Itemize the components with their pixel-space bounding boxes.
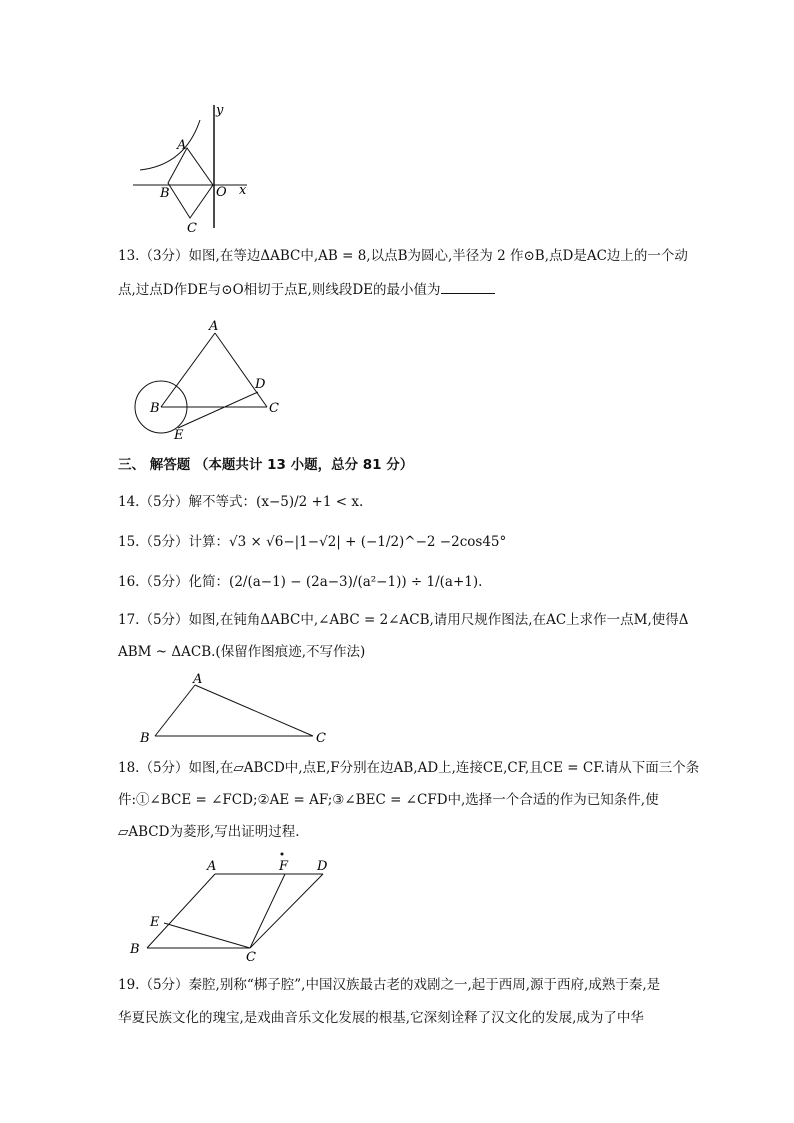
q18-line2: 件:①∠BCE = ∠FCD;②AE = AF;③∠BEC = ∠CFD中,选择一个合适的作为已知条件,使 [118, 792, 659, 808]
q13-line2 [118, 280, 495, 300]
q15: 15.（5分）计算：√3 × √6−|1−√2| + (−1/2)^−2 −2cos45° [118, 534, 507, 550]
q17-line1: 17.（5分）如图,在钝角ΔABC中,∠ABC = 2∠ACB,请用尺规作图法,在AC上求作一点M,使得Δ [118, 612, 689, 628]
q19-line2: 华夏民族文化的瑰宝,是戏曲音乐文化发展的根基,它深刻诠释了汉文化的发展,成为了中华 [118, 1010, 644, 1026]
label-D: D [317, 859, 328, 874]
label-y: y [216, 103, 224, 118]
q16: 16.（5分）化简：(2/(a−1) − (2a−3)/(a²−1)) ÷ 1/(a+1). [118, 574, 483, 590]
label-B: B [130, 942, 140, 957]
figure-q12 [125, 100, 255, 240]
label-O: O [216, 185, 227, 200]
label-F: F [279, 859, 289, 874]
label-A: A [207, 859, 217, 874]
label-B: B [150, 401, 160, 416]
label-B: B [140, 731, 150, 746]
label-C: C [269, 401, 279, 416]
figure-q17 [135, 670, 335, 750]
q13-line1: 13.（3分）如图,在等边ΔABC中,AB = 8,以点B为圆心,半径为 2 作⊙B,点D是AC边上的一个动 [118, 248, 688, 264]
label-E: E [174, 428, 184, 443]
q13-line2-text: 点,过点D作DE与⊙O相切于点E,则线段DE的最小值为 [118, 282, 441, 298]
q14: 14.（5分）解不等式：(x−5)/2 +1 < x. [118, 494, 364, 510]
figure-q18 [125, 848, 345, 963]
label-E: E [150, 915, 160, 930]
label-A: A [177, 138, 187, 153]
answer-blank [441, 280, 495, 294]
q17-line2: ABM ~ ΔACB.(保留作图痕迹,不写作法) [118, 644, 366, 660]
label-x: x [239, 183, 247, 198]
label-B: B [160, 186, 170, 201]
label-D: D [255, 377, 266, 392]
figure-q13 [130, 315, 290, 445]
label-A: A [193, 672, 203, 687]
label-C: C [187, 221, 197, 236]
q18-line3: ▱ABCD为菱形,写出证明过程. [118, 824, 300, 840]
q18-line1: 18.（5分）如图,在▱ABCD中,点E,F分别在边AB,AD上,连接CE,CF,且CE = CF.请从下面三个条 [118, 760, 700, 776]
label-C: C [246, 950, 256, 963]
section-heading: 三、 解答题 （本题共计 13 小题，总分 81 分） [118, 457, 414, 473]
q19-line1: 19.（5分）秦腔,别称“梆子腔”,中国汉族最古老的戏剧之一,起于西周,源于西府,成熟于秦,是 [118, 977, 661, 993]
label-A: A [209, 319, 219, 334]
label-C: C [316, 731, 326, 746]
